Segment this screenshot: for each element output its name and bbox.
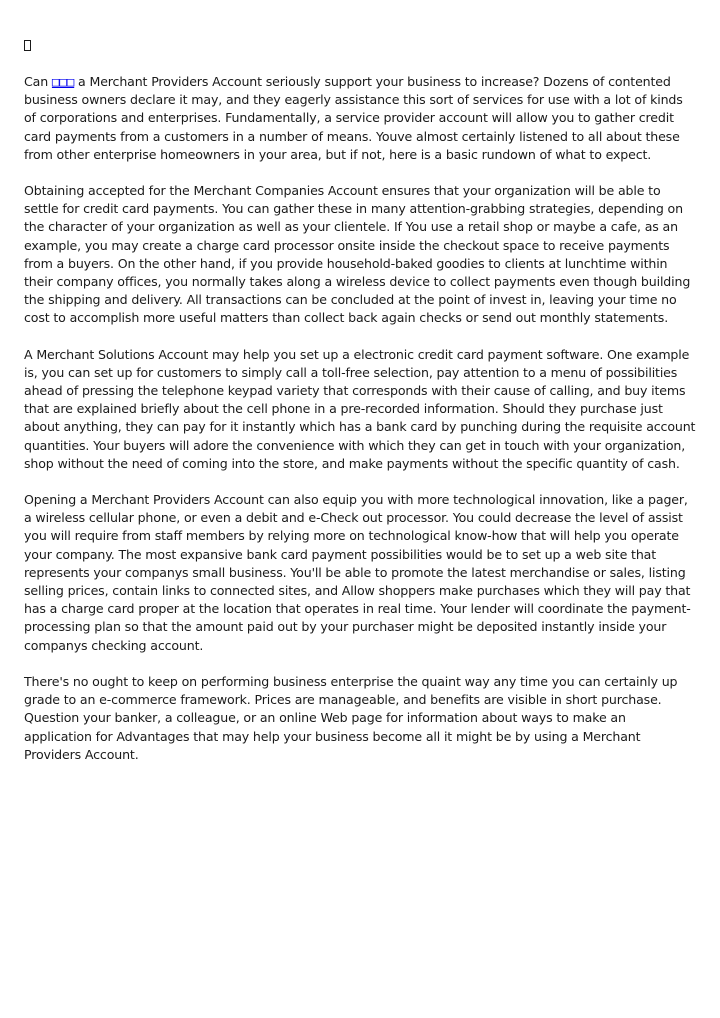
document-page (24, 40, 696, 782)
paragraph-1-body: a Merchant Providers Account seriously support your business to increase? Dozens of contented business owners declare it may, and they eagerly assistance this sort of services for use with a lot of kinds of corporations and enterprises. Fundamentally, a service provider account will allow you to gather credit card payments from a customers in a number of means. Youve almost certainly listened to all about these from other enterprise homeowners in your area, but if not, here is a basic rundown of what to expect. (24, 74, 683, 162)
paragraph-1 (24, 73, 696, 164)
paragraph-2: Obtaining accepted for the Merchant Companies Account ensures that your organization will be able to settle for credit card payments. You can gather these in many attention-grabbing strategies, depending on the character of your organization as well as your clientele. If You use a retail shop or maybe a cafe, as an example, you may create a charge card processor onsite inside the checkout space to receive payments from a buyers. On the other hand, if you provide household-baked goodies to clients at lunchtime within their company offices, you normally takes along a wireless device to collect payments even though building the shipping and delivery. All transactions can be concluded at the point of invest in, leaving your time no cost to accomplish more useful matters than collect back again checks or send out monthly statements. (24, 183, 691, 326)
paragraph-5: There's no ought to keep on performing business enterprise the quaint way any time you can certainly up grade to an e-commerce framework. Prices are manageable, and benefits are visible in short purchase. Question your banker, a colleague, or an online Web page for information about ways to make an application for Advantages that may help your business become all it might be by using a Merchant Providers Account. (24, 673, 678, 762)
paragraph-3: A Merchant Solutions Account may help you set up a electronic credit card payment software. One example is, you can set up for customers to simply call a toll-free selection, pay attention to a menu of possibilities ahead of pressing the telephone keypad variety that corresponds with their cause of calling, and buy items that are explained briefly about the cell phone in a pre-recorded information. Should they purchase just about anything, they can pay for it instantly which has a bank card by punching during the requisite account quantities. Your buyers will adore the convenience with which they can get in touch with your organization, shop without the need of coming into the store, and make payments without the specific quantity of cash. (24, 346, 696, 471)
anchor-link[interactable]: □□□ (51, 74, 75, 89)
header-glyph (24, 40, 31, 51)
paragraph-4: Opening a Merchant Providers Account can also equip you with more technological innovation, like a pager, a wireless cellular phone, or even a debit and e-Check out processor. You could decrease the level of assist you will require from staff members by relying more on technological know-how that will help you operate your company. The most expansive bank card payment possibilities would be to set up a web site that represents your companys small business. You'll be able to promote the latest merchandise or sales, listing selling prices, contain links to connected sites, and Allow shoppers make purchases which they will pay that has a charge card proper at the location that operates in real time. Your lender will coordinate the payment-processing plan so that the amount paid out by your purchaser might be deposited instantly inside your companys checking account. (24, 492, 691, 653)
paragraph-1-lead: Can (24, 74, 52, 89)
